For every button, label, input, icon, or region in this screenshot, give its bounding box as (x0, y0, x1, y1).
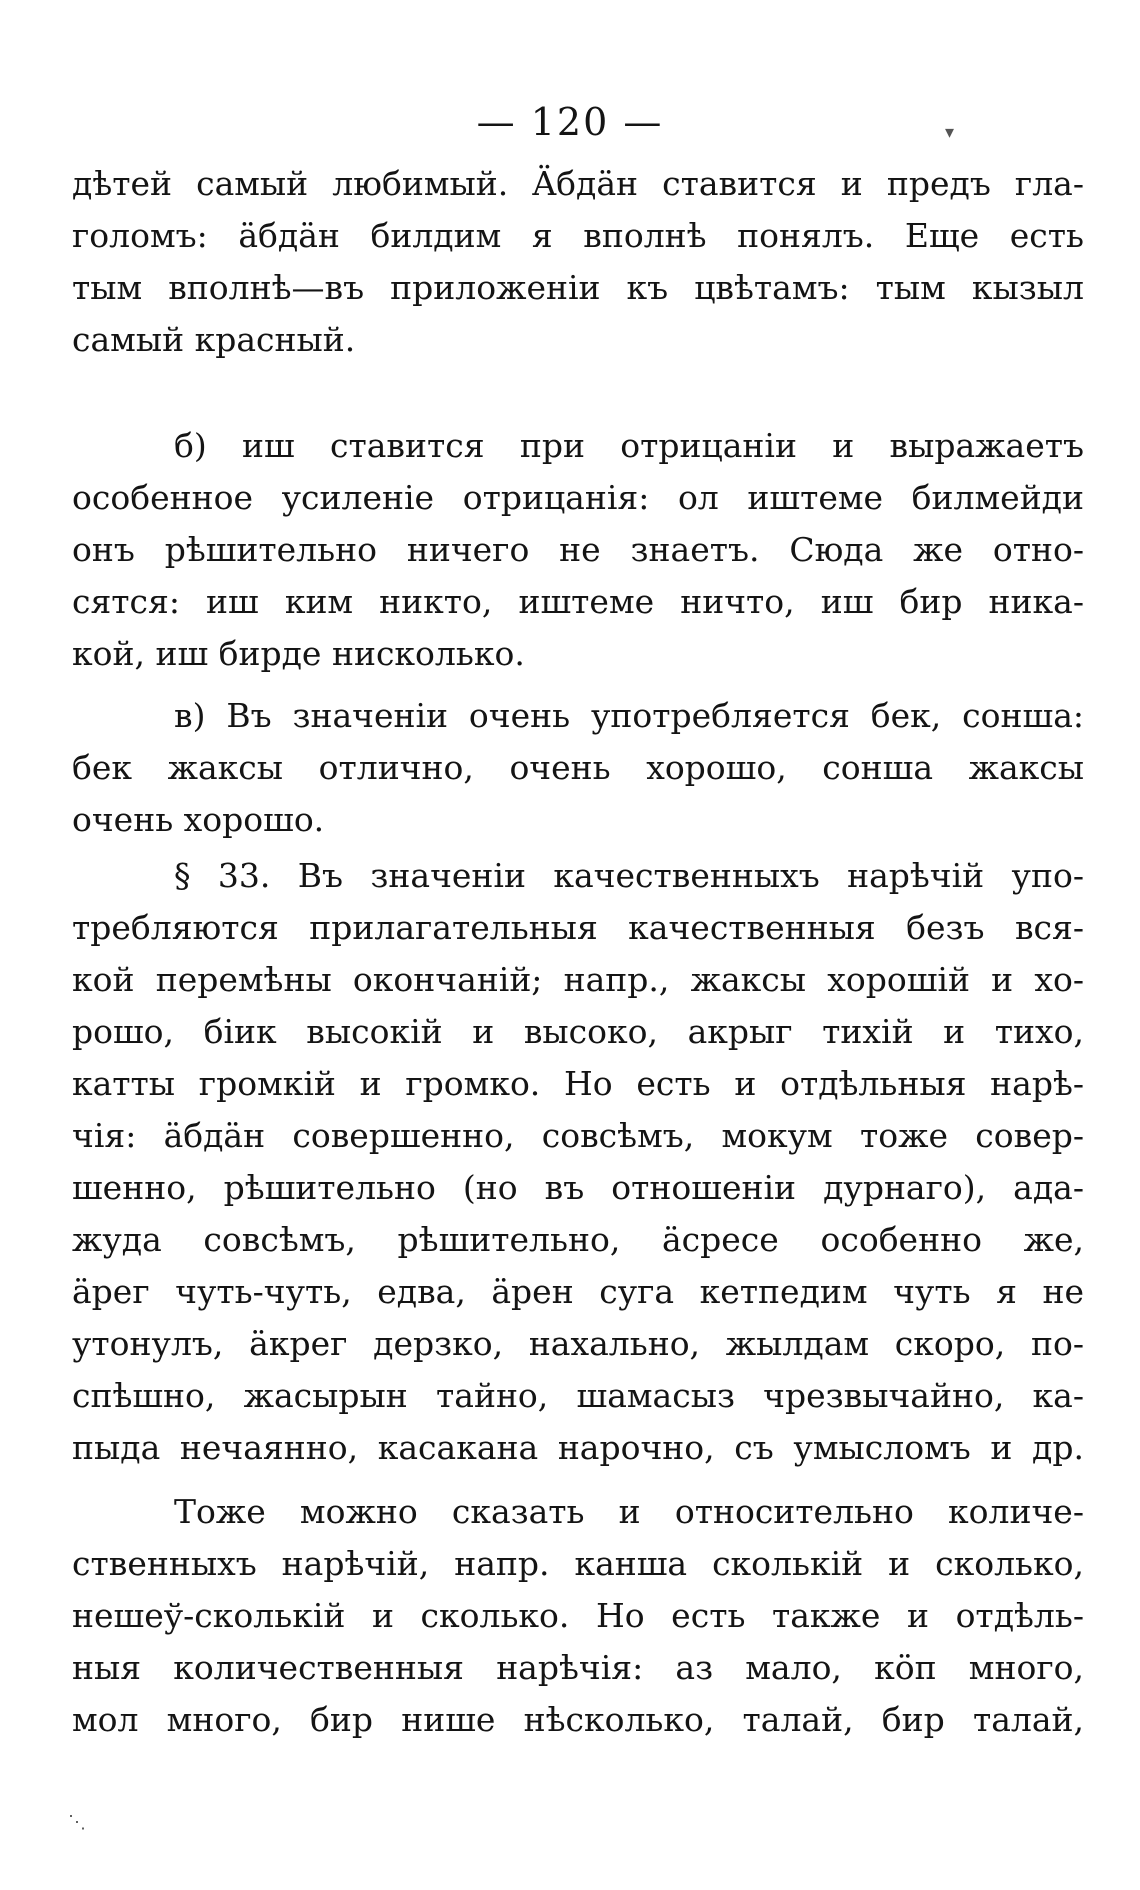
paragraph-2 (72, 420, 1084, 680)
text-line: самый красный. (72, 320, 356, 359)
text-line: мол много, бир нише нѣсколько, талай, бир талай, (72, 1700, 1084, 1739)
text-line: пыда нечаянно, касакана нарочно, съ умысломъ и др. (72, 1428, 1084, 1467)
paragraph-5 (72, 1486, 1084, 1746)
text-line: Тоже можно сказать и относительно количе- (174, 1492, 1084, 1531)
text-line: § 33. Въ значенiи качественныхъ нарѣчiй упо- (174, 856, 1084, 895)
text-line: катты громкiй и громко. Но есть и отдѣльныя нарѣ- (72, 1064, 1084, 1103)
text-line: особенное усиленiе отрицанiя: ол иштеме билмейди (72, 478, 1084, 517)
paragraph-4 (72, 850, 1084, 1474)
text-line: ныя количественныя нарѣчiя: аз мало, кöп много, (72, 1648, 1084, 1687)
text-line: äрег чуть-чуть, едва, äрен суга кетпедим чуть я не (72, 1272, 1084, 1311)
text-line: в) Въ значенiи очень употребляется бек, сонша: (174, 696, 1084, 735)
text-line: рошо, бiик высокiй и высоко, акрыг тихiй и тихо, (72, 1012, 1084, 1051)
paragraph-1 (72, 158, 1084, 366)
text-line: требляются прилагательныя качественныя безъ вся- (72, 908, 1084, 947)
text-line: бек жаксы отлично, очень хорошо, сонша жаксы (72, 748, 1084, 787)
page-number: — 120 — (476, 100, 664, 144)
paragraph-3 (72, 690, 1084, 846)
text-line: тым вполнѣ—въ приложенiи къ цвѣтамъ: тым кызыл (72, 268, 1084, 307)
scan-speck: ▾ (945, 122, 955, 143)
text-line: онъ рѣшительно ничего не знаетъ. Сюда же отно- (72, 530, 1084, 569)
text-line: кой, иш бирде нисколько. (72, 634, 525, 673)
text-line: ственныхъ нарѣчiй, напр. канша сколькiй и сколько, (72, 1544, 1084, 1583)
text-line: б) иш ставится при отрицанiи и выражаетъ (174, 426, 1084, 465)
text-line: очень хорошо. (72, 800, 325, 839)
text-line: жуда совсѣмъ, рѣшительно, äсресе особенно же, (72, 1220, 1084, 1259)
scan-speck: ⋱ (68, 1812, 86, 1833)
text-line: кой перемѣны окончанiй; напр., жаксы хорошiй и хо- (72, 960, 1084, 999)
text-line: спѣшно, жасырын тайно, шамасыз чрезвычайно, ка- (72, 1376, 1084, 1415)
text-line: голомъ: äбдäн билдим я вполнѣ понялъ. Еще есть (72, 216, 1084, 255)
text-line: чiя: äбдäн совершенно, совсѣмъ, мокум тоже совер- (72, 1116, 1084, 1155)
text-line: шенно, рѣшительно (но въ отношенiи дурнаго), ада- (72, 1168, 1084, 1207)
text-line: дѣтей самый любимый. Äбдäн ставится и предъ гла- (72, 164, 1084, 203)
text-line: сятся: иш ким никто, иштеме ничто, иш бир никa- (72, 582, 1084, 621)
text-line: утонулъ, äкрег дерзко, нахально, жылдам скоро, по- (72, 1324, 1084, 1363)
text-line: нешеў-сколькiй и сколько. Но есть также и отдѣль- (72, 1596, 1084, 1635)
